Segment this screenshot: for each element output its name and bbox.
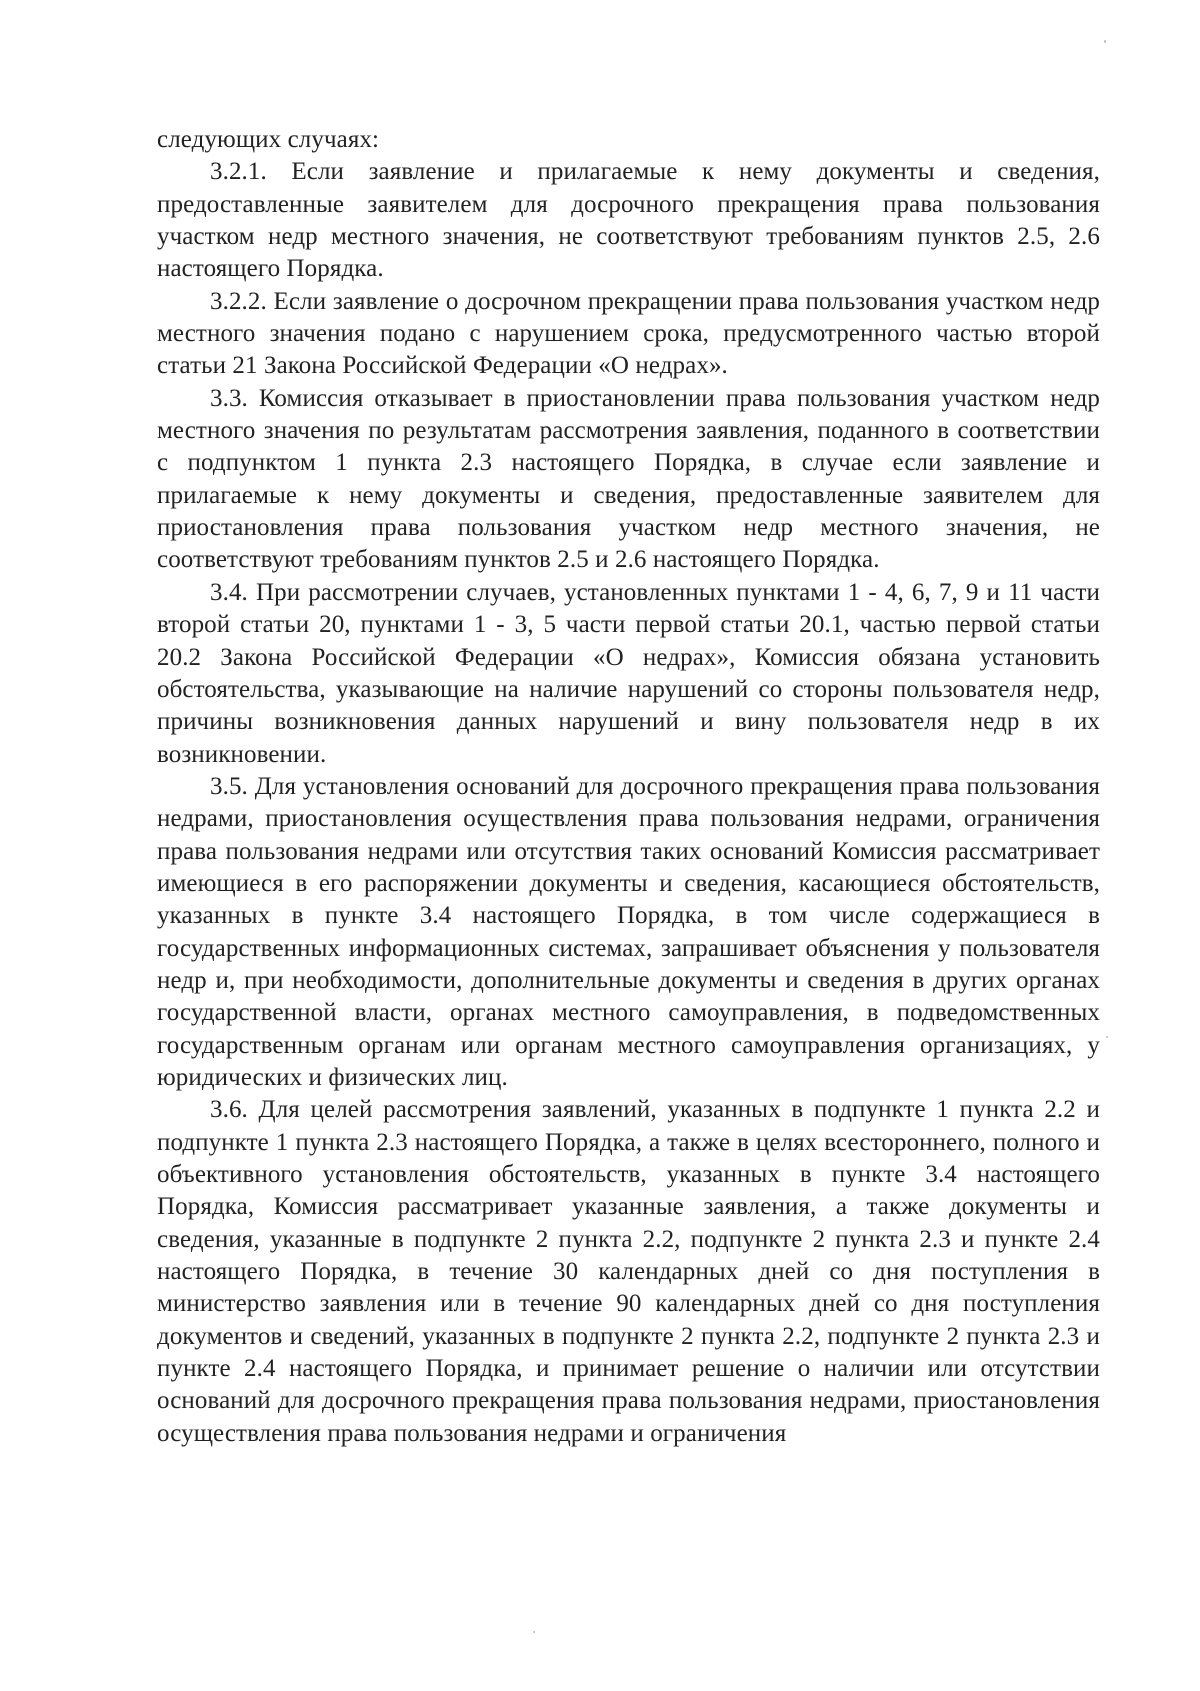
- paragraph-3-2-1: 3.2.1. Если заявление и прилагаемые к нему документы и сведения, предоставленные заявителем для досрочного прекращения права пользования участком недр местного значения, не соответствуют требованиям пунктов 2.5, 2.6 настоящего Порядка.: [157, 158, 1100, 283]
- paragraph-intro: следующих случаях:: [157, 126, 380, 153]
- scan-speck: [533, 1631, 535, 1633]
- paragraph-3-2-2: 3.2.2. Если заявление о досрочном прекращении права пользования участком недр местного значения подано с нарушением срока, предусмотренного частью второй статьи 21 Закона Российской Федерации «О недрах».: [157, 287, 1100, 380]
- scan-speck: [1104, 40, 1106, 43]
- paragraph-3-3: 3.3. Комиссия отказывает в приостановлении права пользования участком недр местного значения по результатам рассмотрения заявления, поданного в соответствии с подпунктом 1 пункта 2.3 настоящего Порядка, в случае если заявление и прилагаемые к нему документы и сведения, предоставленные заявителем для приостановления права пользования участком недр местного значения, не соответствуют требованиям пунктов 2.5 и 2.6 настоящего Порядка.: [157, 384, 1100, 574]
- paragraph-3-4: 3.4. При рассмотрении случаев, установленных пунктами 1 - 4, 6, 7, 9 и 11 части второй статьи 20, пунктами 1 - 3, 5 части первой статьи 20.1, частью первой статьи 20.2 Закона Российской Федерации «О недрах», Комиссия обязана установить обстоятельства, указывающие на наличие нарушений со стороны пользователя недр, причины возникновения данных нарушений и вину пользователя недр в их возникновении.: [157, 578, 1100, 768]
- document-body: [157, 124, 1100, 1450]
- scan-speck: [1106, 1036, 1108, 1038]
- paragraph-3-5: 3.5. Для установления оснований для досрочного прекращения права пользования недрами, приостановления осуществления права пользования недрами, ограничения права пользования недрами или отсутствия таких оснований Комиссия рассматривает имеющиеся в его распоряжении документы и сведения, касающиеся обстоятельств, указанных в пункте 3.4 настоящего Порядка, в том числе содержащиеся в государственных информационных системах, запрашивает объяснения у пользователя недр и, при необходимости, дополнительные документы и сведения в других органах государственной власти, органах местного самоуправления, в подведомственных государственным органам или органам местного самоуправления организациях, у юридических и физических лиц.: [157, 772, 1100, 1091]
- paragraph-3-6: 3.6. Для целей рассмотрения заявлений, указанных в подпункте 1 пункта 2.2 и подпункте 1 пункта 2.3 настоящего Порядка, а также в целях всестороннего, полного и объективного установления обстоятельств, указанных в пункте 3.4 настоящего Порядка, Комиссия рассматривает указанные заявления, а также документы и сведения, указанные в подпункте 2 пункта 2.2, подпункте 2 пункта 2.3 и пункте 2.4 настоящего Порядка, в течение 30 календарных дней со дня поступления в министерство заявления или в течение 90 календарных дней со дня поступления документов и сведений, указанных в подпункте 2 пункта 2.2, подпункте 2 пункта 2.3 и пункте 2.4 настоящего Порядка, и принимает решение о наличии или отсутствии оснований для досрочного прекращения права пользования недрами, приостановления осуществления права пользования недрами и ограничения: [157, 1096, 1100, 1447]
